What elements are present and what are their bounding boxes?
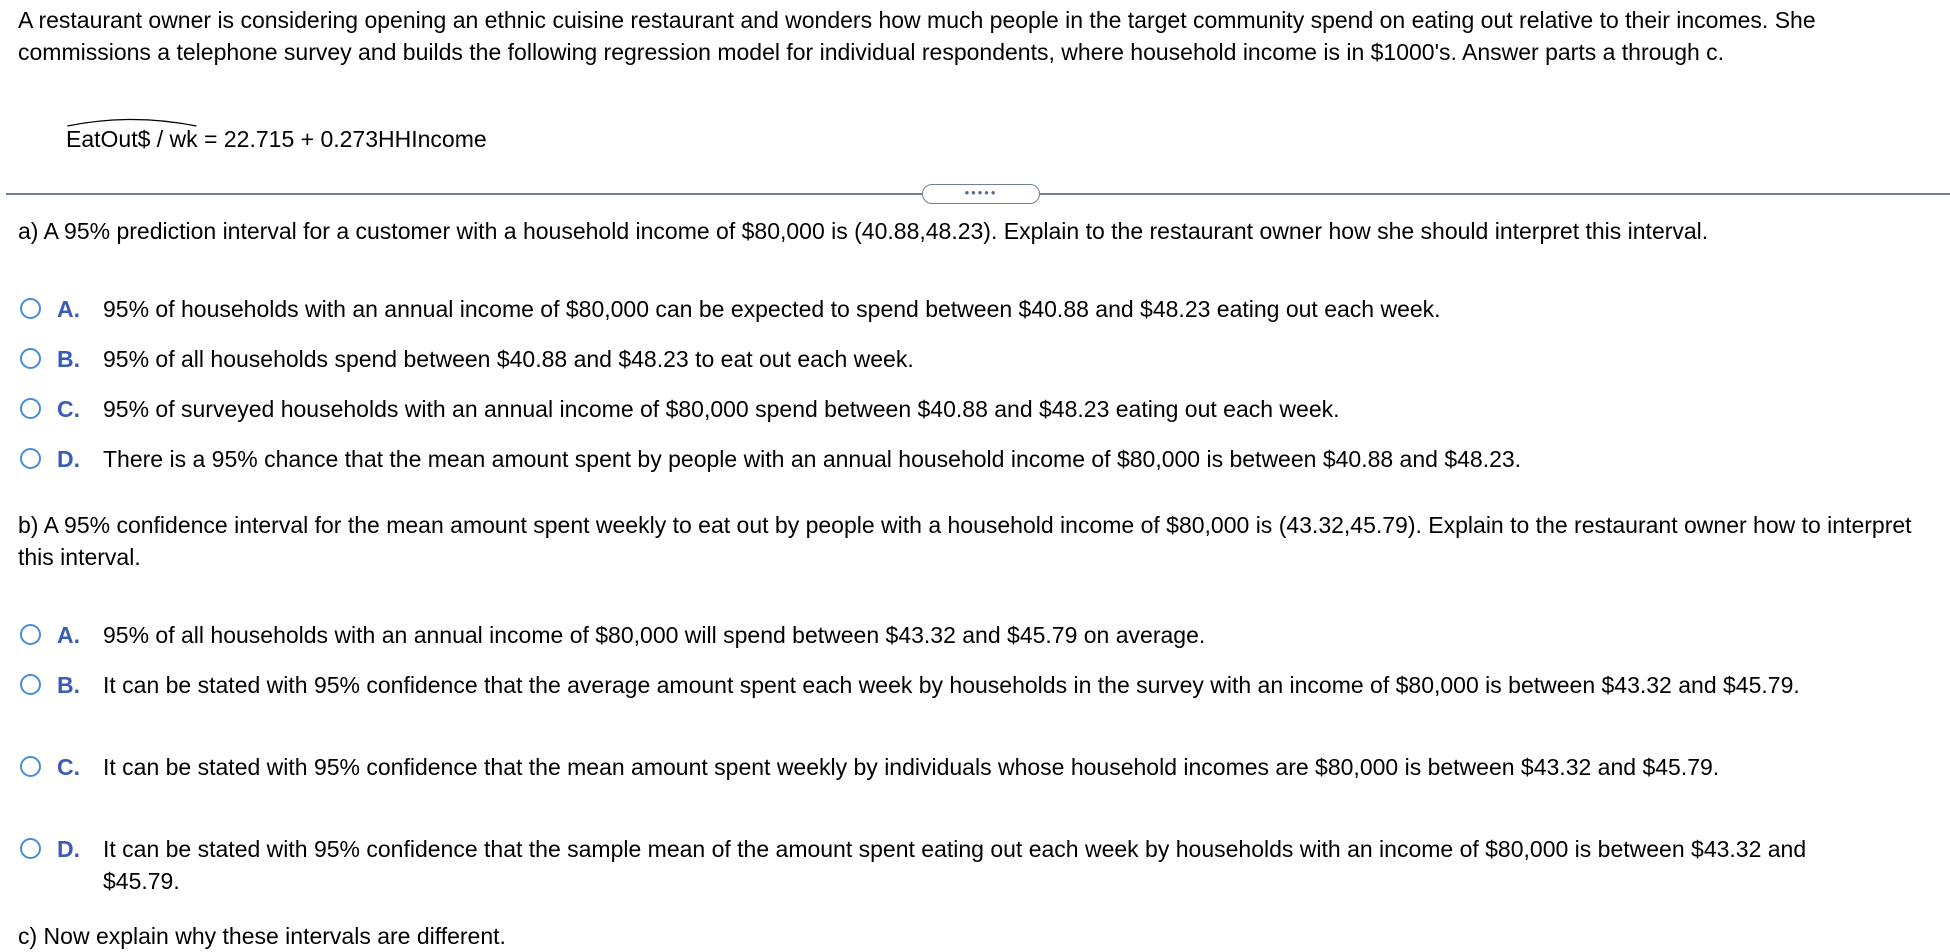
option-letter: A. [57, 622, 80, 648]
option-letter: C. [57, 754, 80, 780]
radio-button[interactable] [20, 448, 41, 469]
option-text: 95% of surveyed households with an annual income of $80,000 spend between $40.88 and $48.23 eating out each week. [103, 396, 1340, 422]
radio-button[interactable] [20, 298, 41, 319]
option-text: 95% of households with an annual income of $80,000 can be expected to spend between $40.88 and $48.23 eating out each week. [103, 296, 1441, 322]
option-letter: B. [57, 672, 80, 698]
option-letter: B. [57, 346, 80, 372]
question-c-partial: c) Now explain why these intervals are different. [18, 923, 506, 949]
radio-button[interactable] [20, 838, 41, 859]
radio-button[interactable] [20, 348, 41, 369]
option-text: It can be stated with 95% confidence that the mean amount spent weekly by individuals whose household incomes are $80,000 is between $43.32 and $45.79. [103, 754, 1720, 780]
option-letter: D. [57, 836, 80, 862]
option-letter: A. [57, 296, 80, 322]
hat-symbol [66, 115, 198, 127]
equation-rhs: = 22.715 + 0.273HHIncome [197, 126, 487, 152]
option-text: There is a 95% chance that the mean amount spent by people with an annual household income of $80,000 is between $40.88 and $48.23. [103, 446, 1522, 472]
option-text: It can be stated with 95% confidence that the average amount spent each week by households in the survey with an income of $80,000 is between $43.32 and $45.79. [103, 672, 1800, 698]
answer-a-option-b[interactable] [20, 343, 1900, 375]
option-letter: C. [57, 396, 80, 422]
option-text: It can be stated with 95% confidence that the sample mean of the amount spent eating out each week by households with an income of $80,000 is between $43.32 and $45.79. [103, 836, 1807, 894]
question-b: b) A 95% confidence interval for the mean amount spent weekly to eat out by people with a household income of $80,000 is (43.32,45.79). Explain to the restaurant owner how to interpret this interval. [18, 512, 1912, 570]
option-text: 95% of all households spend between $40.88 and $48.23 to eat out each week. [103, 346, 914, 372]
answer-b-option-c[interactable] [20, 751, 1900, 783]
predicted-variable [66, 123, 198, 155]
answer-b-option-d[interactable] [20, 833, 1900, 897]
answer-a-option-d[interactable] [20, 443, 1900, 475]
answer-b-option-b[interactable] [20, 669, 1900, 701]
regression-equation [66, 123, 487, 155]
radio-button[interactable] [20, 674, 41, 695]
answer-b-option-a[interactable] [20, 619, 1900, 651]
expand-toggle-button[interactable]: ••••• [922, 184, 1040, 204]
radio-button[interactable] [20, 624, 41, 645]
predicted-variable-label: EatOut$ / wk [66, 126, 198, 152]
answer-a-option-a[interactable] [20, 293, 1900, 325]
radio-button[interactable] [20, 398, 41, 419]
answer-a-option-c[interactable] [20, 393, 1900, 425]
radio-button[interactable] [20, 756, 41, 777]
option-text: 95% of all households with an annual income of $80,000 will spend between $43.32 and $45.79 on average. [103, 622, 1206, 648]
problem-intro: A restaurant owner is considering opening an ethnic cuisine restaurant and wonders how much people in the target community spend on eating out relative to their incomes. She commissions a telephone survey and builds the following regression model for individual respondents, where household income is in $1000's. Answer parts a through c. [18, 7, 1816, 65]
question-a: a) A 95% prediction interval for a customer with a household income of $80,000 is (40.88,48.23). Explain to the restaurant owner how she should interpret this interval. [18, 218, 1709, 244]
option-letter: D. [57, 446, 80, 472]
